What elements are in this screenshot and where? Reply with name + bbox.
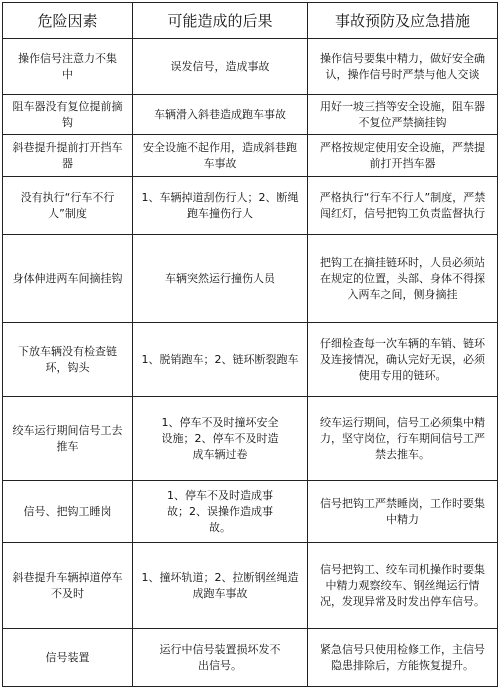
consequence-cell: [133, 397, 308, 481]
table-row: [3, 177, 498, 235]
measure-cell: [308, 39, 498, 95]
measure-text: 信号把钩工严禁睡岗，工作时要集中精力: [320, 496, 485, 526]
measure-cell: [308, 235, 498, 323]
hazard-text: 没有执行“行车不行人”制度: [20, 190, 115, 220]
consequence-text: 1、撞坏轨道；2、拉断钢丝绳造成跑车事故: [141, 570, 299, 600]
consequence-cell: [133, 481, 308, 543]
hazard-text: 下放车辆没有检查链环，钩头: [18, 344, 117, 374]
consequence-text: 1、停车不及时撞坏安全设施；2、停车不及时造成车辆过卷: [161, 415, 279, 461]
measure-text: 仔细检查每一次车辆的车销、链环及连接情况，确认完好无误，必须使用专用的链环。: [320, 336, 485, 382]
header-hazard: 危险因素: [3, 3, 133, 39]
hazard-table: [2, 2, 498, 687]
measure-cell: [308, 95, 498, 135]
table-row: [3, 323, 498, 397]
hazard-table-sheet: [2, 2, 497, 688]
consequence-cell: [133, 39, 308, 95]
hazard-text: 斜巷提升车辆掉道停车不及时: [12, 570, 123, 600]
consequence-cell: [133, 543, 308, 629]
consequence-text: 安全设施不起作用，造成斜巷跑车事故: [143, 140, 297, 170]
consequence-text: 1、脱销跑车；2、链环断裂跑车: [141, 352, 299, 366]
hazard-cell: [3, 481, 133, 543]
consequence-cell: [133, 135, 308, 177]
measure-cell: [308, 481, 498, 543]
consequence-text: 车辆滑入斜巷造成跑车事故: [154, 107, 286, 121]
table-row: [3, 629, 498, 687]
table-row: [3, 397, 498, 481]
measure-text: 紧急信号只使用检修工作，主信号隐患排除后，方能恢复提升。: [320, 642, 485, 672]
hazard-text: 信号、把钩工睡岗: [23, 504, 112, 518]
measure-text: 绞车运行期间，信号工必须集中精力，坚守岗位，行车期间信号工严禁去推车。: [320, 415, 485, 461]
consequence-cell: [133, 629, 308, 687]
consequence-text: 误发信号，造成事故: [170, 59, 270, 73]
measure-cell: [308, 397, 498, 481]
consequence-text: 1、车辆掉道刮伤行人；2、断绳跑车撞伤行人: [141, 190, 299, 220]
consequence-cell: [133, 177, 308, 235]
consequence-text: 运行中信号装置损坏发不出信号。: [159, 642, 281, 672]
consequence-text: 车辆突然运行撞伤人员: [165, 271, 275, 285]
consequence-cell: [133, 323, 308, 397]
measure-cell: [308, 323, 498, 397]
consequence-cell: [133, 235, 308, 323]
table-row: [3, 95, 498, 135]
hazard-text: 斜巷提升提前打开挡车器: [12, 140, 123, 170]
measure-cell: [308, 629, 498, 687]
table-row: [3, 135, 498, 177]
hazard-cell: [3, 95, 133, 135]
measure-text: 用好一坡三挡等安全设施，阻车器不复位严禁摘挂钩: [320, 99, 485, 129]
hazard-cell: [3, 135, 133, 177]
hazard-cell: [3, 323, 133, 397]
hazard-cell: [3, 543, 133, 629]
hazard-text: 操作信号注意力不集中: [18, 51, 117, 81]
measure-text: 信号把钩工、绞车司机操作时要集中精力观察绞车、钢丝绳运行情况，发现异常及时发出停车信号。: [320, 562, 485, 608]
hazard-text: 阻车器没有复位提前摘钩: [12, 99, 123, 129]
measure-text: 操作信号要集中精力，做好安全确认，操作信号时严禁与他人交谈: [320, 51, 485, 81]
table-row: [3, 39, 498, 95]
hazard-cell: [3, 177, 133, 235]
measure-cell: [308, 177, 498, 235]
header-consequence: 可能造成的后果: [133, 3, 308, 39]
hazard-text: 身体伸进两车间摘挂钩: [12, 271, 123, 285]
measure-text: 严格执行“行车不行人”制度，严禁闯红灯，信号把钩工负责监督执行: [319, 190, 486, 220]
measure-text: 把钩工在摘挂链环时，人员必须站在规定的位置，头部、身体不得探入两车之间，侧身摘挂: [320, 255, 485, 301]
measure-cell: [308, 135, 498, 177]
table-row: [3, 481, 498, 543]
hazard-cell: [3, 235, 133, 323]
hazard-text: 信号装置: [45, 650, 90, 664]
consequence-text: 1、停车不及时造成事故；2、误操作造成事故。: [167, 488, 273, 534]
measure-cell: [308, 543, 498, 629]
table-row: [3, 543, 498, 629]
hazard-text: 绞车运行期间信号工去推车: [12, 423, 123, 453]
header-measure: 事故预防及应急措施: [308, 3, 498, 39]
measure-text: 严格按规定使用安全设施，严禁提前打开挡车器: [320, 140, 485, 170]
hazard-cell: [3, 629, 133, 687]
header-row: [3, 3, 498, 39]
table-row: [3, 235, 498, 323]
hazard-cell: [3, 397, 133, 481]
consequence-cell: [133, 95, 308, 135]
hazard-cell: [3, 39, 133, 95]
